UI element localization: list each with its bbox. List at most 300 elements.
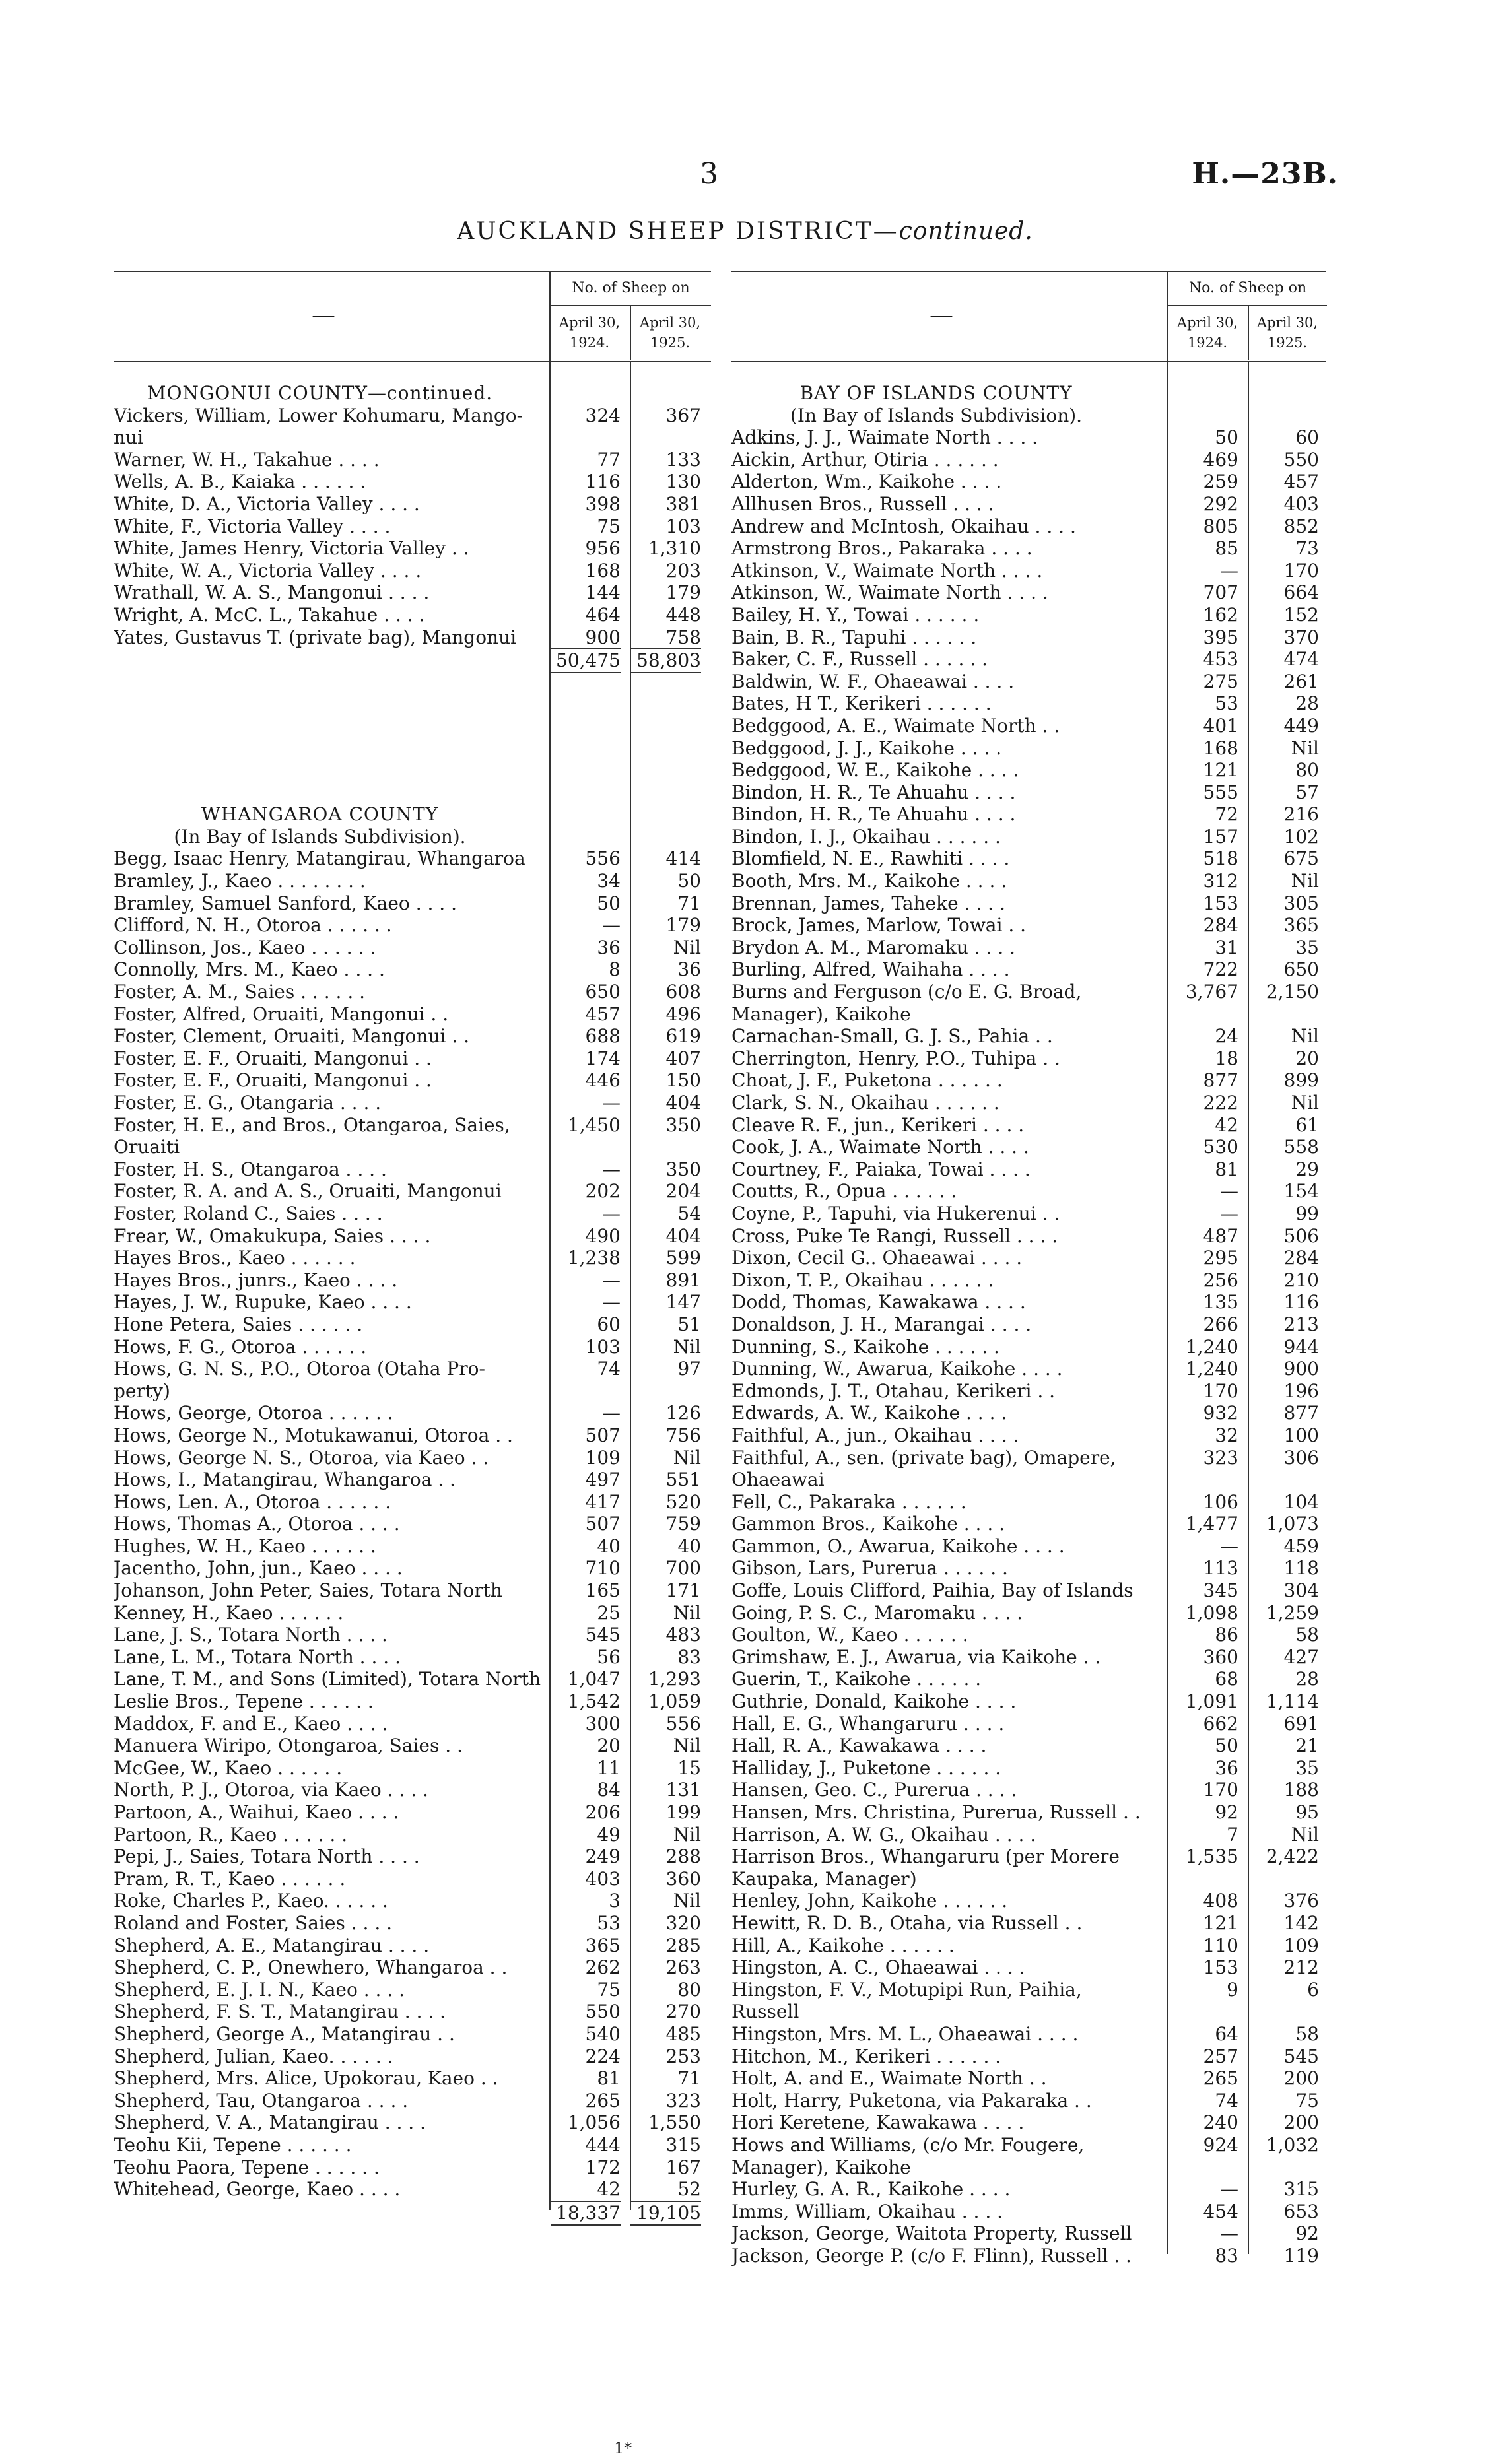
sheep-1924: 168 [585, 559, 621, 582]
sheep-1924: 77 [597, 448, 621, 471]
owner-name: Harrison Bros., Whangaruru (per Morere [731, 1846, 1120, 1868]
owner-name: Wells, A. B., Kaiaka . . . . . . [114, 471, 366, 493]
owner-name: Clark, S. N., Okaihau . . . . . . [731, 1092, 999, 1114]
county-name: WHANGAROA COUNTY [201, 803, 439, 826]
table-row [114, 1180, 711, 1203]
table-row [731, 2001, 1326, 2023]
sheep-1924: 56 [597, 1646, 621, 1668]
sheep-1924: 284 [1203, 914, 1238, 937]
sheep-1925: 150 [665, 1069, 701, 1092]
left-header-dash: — [312, 302, 335, 329]
sheep-1925: 71 [677, 892, 701, 914]
owner-name: Hewitt, R. D. B., Otaha, via Russell . . [731, 1912, 1083, 1934]
sheep-1924: — [602, 1269, 621, 1291]
owner-name: Dodd, Thomas, Kawakawa . . . . [731, 1291, 1026, 1314]
sheep-1925: 142 [1283, 1912, 1319, 1934]
owner-name: Hows and Williams, (c/o Mr. Fougere, [731, 2133, 1085, 2156]
table-row [114, 626, 711, 649]
sheep-1925: 556 [665, 1712, 701, 1735]
table-row [114, 1158, 711, 1181]
sheep-1925: 360 [665, 1867, 701, 1890]
sheep-1925: 216 [1283, 803, 1319, 826]
sheep-1925: 1,073 [1266, 1513, 1319, 1535]
sheep-1925: 212 [1283, 1956, 1319, 1979]
table-row [114, 1114, 711, 1137]
sheep-1924: 257 [1203, 2045, 1238, 2067]
table-row [114, 516, 711, 538]
owner-name: Brydon A. M., Maromaku . . . . [731, 936, 1015, 958]
sheep-1924: 18 [1215, 1047, 1238, 1069]
sheep-1925: Nil [1291, 870, 1319, 892]
owner-name: Burns and Ferguson (c/o E. G. Broad, [731, 981, 1082, 1003]
owner-name: Bindon, H. R., Te Ahuahu . . . . [731, 781, 1016, 803]
sheep-1925: 152 [1283, 603, 1319, 626]
sheep-1925: Nil [1291, 1823, 1319, 1846]
owner-name: Guthrie, Donald, Kaikohe . . . . [731, 1690, 1017, 1713]
sheep-1924: 92 [1215, 1801, 1238, 1823]
owner-name: Harrison, A. W. G., Okaihau . . . . [731, 1823, 1036, 1846]
owner-name: Baldwin, W. F., Ohaeawai . . . . [731, 670, 1015, 692]
sheep-1925: Nil [673, 1890, 701, 1912]
county-name: BAY OF ISLANDS COUNTY [799, 382, 1073, 404]
sheep-1925: 50 [677, 870, 701, 892]
owner-name: Foster, Roland C., Saies . . . . [114, 1202, 383, 1224]
sheep-1924: 300 [585, 1712, 621, 1735]
sheep-1924: 556 [585, 848, 621, 870]
table-row [731, 1824, 1326, 1846]
table-row [731, 892, 1326, 915]
sheep-1924: — [1220, 2178, 1238, 2201]
table-row [114, 449, 711, 471]
sheep-1925: 29 [1295, 1158, 1319, 1180]
table-row [731, 604, 1326, 626]
owner-name: Atkinson, V., Waimate North . . . . [731, 559, 1043, 582]
owner-name: Bates, H T., Kerikeri . . . . . . [731, 692, 992, 715]
table-row [731, 1447, 1326, 1469]
sheep-1924: 312 [1203, 870, 1238, 892]
table-row [731, 493, 1326, 516]
table-row [731, 848, 1326, 870]
sheep-1924: 518 [1203, 848, 1238, 870]
section-heading [114, 803, 711, 826]
sheep-1925: 1,059 [648, 1690, 701, 1713]
sheep-1925: 900 [1283, 1358, 1319, 1380]
sheep-1925: 485 [665, 2022, 701, 2045]
table-row [731, 1114, 1326, 1137]
table-row [114, 1447, 711, 1469]
sheep-1925: 170 [1283, 559, 1319, 582]
sheep-1924: 401 [1203, 714, 1238, 737]
col1-label: April 30, [559, 315, 621, 331]
table-row [731, 1956, 1326, 1979]
sheep-1925: 75 [1295, 2089, 1319, 2112]
sheep-1925: 92 [1295, 2222, 1319, 2245]
sheep-1924: 446 [585, 1069, 621, 1092]
spacer-row [114, 671, 711, 693]
owner-name: Hall, E. G., Whangaruru . . . . [731, 1712, 1005, 1735]
owner-name: Manager), Kaikohe [731, 2156, 911, 2178]
owner-name: White, F., Victoria Valley . . . . [114, 515, 391, 537]
owner-name: Foster, E. F., Oruaiti, Mangonui . . [114, 1047, 432, 1069]
owner-name: Hayes Bros., junrs., Kaeo . . . . [114, 1269, 398, 1291]
owner-name: Cherrington, Henry, P.O., Tuhipa . . [731, 1047, 1060, 1069]
sheep-1925: 133 [665, 448, 701, 471]
right-header-group-title: No. of Sheep on [1168, 272, 1327, 306]
spacer-row [114, 759, 711, 782]
owner-name: Hows, I., Matangirau, Whangaroa . . [114, 1469, 456, 1491]
sheep-1925: 599 [665, 1247, 701, 1269]
owner-name: Vickers, William, Lower Kohumaru, Mango- [114, 404, 524, 426]
owner-name: Bailey, H. Y., Towai . . . . . . [731, 603, 980, 626]
table-row [114, 958, 711, 981]
sheep-1924: 31 [1215, 936, 1238, 958]
sheep-1925: 35 [1295, 936, 1319, 958]
table-row [114, 1380, 711, 1403]
table-row [731, 1668, 1326, 1690]
sheep-1924: 53 [1215, 692, 1238, 715]
owner-name: Hone Petera, Saies . . . . . . [114, 1313, 363, 1335]
sheep-1924: 106 [1203, 1490, 1238, 1513]
owner-name: North, P. J., Otoroa, via Kaeo . . . . [114, 1779, 428, 1801]
sheep-1924: 262 [585, 1956, 621, 1979]
sheep-1924: 550 [585, 2001, 621, 2023]
sheep-1924: 265 [585, 2089, 621, 2112]
sheep-1925: 407 [665, 1047, 701, 1069]
sheep-1925: 51 [677, 1313, 701, 1335]
sheep-1925: 60 [1295, 426, 1319, 449]
owner-name: Alderton, Wm., Kaikohe . . . . [731, 471, 1002, 493]
table-row [731, 1158, 1326, 1181]
spacer-row [114, 782, 711, 804]
owner-name: Frear, W., Omakukupa, Saies . . . . [114, 1224, 431, 1247]
owner-name: Lane, L. M., Totara North . . . . [114, 1646, 401, 1668]
sheep-1924: 172 [585, 2156, 621, 2178]
sheep-1925: 200 [1283, 2067, 1319, 2090]
table-row [731, 1801, 1326, 1824]
table-row [731, 1757, 1326, 1780]
sheep-1924: 805 [1203, 515, 1238, 537]
sheep-1925: 199 [665, 1801, 701, 1823]
table-row [731, 1557, 1326, 1580]
table-row [731, 737, 1326, 760]
sheep-1925: Nil [673, 1735, 701, 1757]
table-row [731, 648, 1326, 671]
owner-name: Hingston, F. V., Motupipi Run, Paihia, [731, 1978, 1082, 2001]
table-row [731, 537, 1326, 560]
sheep-1925: 261 [1283, 670, 1319, 692]
owner-name: Bedggood, J. J., Kaikohe . . . . [731, 737, 1002, 759]
owner-name: Cook, J. A., Waimate North . . . . [731, 1136, 1029, 1158]
sheep-1925: 200 [1283, 2112, 1319, 2134]
owner-name: Hows, F. G., Otoroa . . . . . . [114, 1335, 367, 1358]
table-row [114, 1956, 711, 1979]
subdivision-name: (In Bay of Islands Subdivision). [174, 825, 466, 848]
sheep-1924: 545 [585, 1624, 621, 1646]
owner-name: Hall, R. A., Kawakawa . . . . [731, 1735, 987, 1757]
owner-name: Bain, B. R., Tapuhi . . . . . . [731, 626, 977, 648]
sheep-1924: 956 [585, 537, 621, 560]
owner-name: Hill, A., Kaikohe . . . . . . [731, 1934, 955, 1956]
owner-name: Roland and Foster, Saies . . . . [114, 1912, 393, 1934]
sheep-1924: — [602, 1291, 621, 1314]
table-row [114, 1646, 711, 1669]
sheep-1925: 54 [677, 1202, 701, 1224]
sheep-1925: 304 [1283, 1580, 1319, 1602]
sheep-1924: — [1220, 559, 1238, 582]
sheep-1924: 403 [585, 1867, 621, 1890]
table-row [114, 848, 711, 870]
table-row [731, 2245, 1326, 2267]
table-row [731, 1868, 1326, 1890]
table-row [114, 1935, 711, 1957]
owner-name: Foster, H. S., Otangaroa . . . . [114, 1158, 387, 1180]
owner-name: Henley, John, Kaikohe . . . . . . [731, 1890, 1008, 1912]
table-row [114, 1580, 711, 1602]
sheep-1925: 899 [1283, 1069, 1319, 1092]
sheep-1925: 213 [1283, 1313, 1319, 1335]
district-title [0, 218, 1490, 245]
sheep-1925: 1,259 [1266, 1601, 1319, 1624]
sheep-1925: 756 [665, 1424, 701, 1446]
owner-name: Collinson, Jos., Kaeo . . . . . . [114, 936, 376, 958]
sheep-1924: 469 [1203, 448, 1238, 471]
sheep-1925: 61 [1295, 1114, 1319, 1136]
sheep-1924: 8 [609, 958, 621, 981]
sheep-1925: 550 [1283, 448, 1319, 471]
sheep-1924: 121 [1203, 1912, 1238, 1934]
owner-name: Shepherd, E. J. I. N., Kaeo . . . . [114, 1978, 405, 2001]
sheep-1925: 270 [665, 2001, 701, 2023]
owner-name: Gibson, Lars, Purerua . . . . . . [731, 1557, 1008, 1580]
table-row [731, 1535, 1326, 1558]
owner-name: Donaldson, J. H., Marangai . . . . [731, 1313, 1032, 1335]
owner-name: Wrathall, W. A. S., Mangonui . . . . [114, 582, 430, 604]
col2-year: 1925. [650, 335, 691, 350]
sheep-1924: 662 [1203, 1712, 1238, 1735]
sheep-1925: 52 [677, 2178, 701, 2201]
sheep-1924: 64 [1215, 2022, 1238, 2045]
sheep-1925: 97 [677, 1358, 701, 1380]
table-row [731, 1491, 1326, 1514]
sheep-1925: 28 [1295, 1668, 1319, 1690]
owner-name: Grimshaw, E. J., Awarua, via Kaikohe . . [731, 1646, 1101, 1668]
sheep-1924: — [1220, 2222, 1238, 2245]
table-row [114, 1469, 711, 1491]
sheep-1924: 1,535 [1185, 1846, 1238, 1868]
owner-name: Connolly, Mrs. M., Kaeo . . . . [114, 958, 385, 981]
sheep-1924: 924 [1203, 2133, 1238, 2156]
sheep-1925: 619 [665, 1025, 701, 1048]
sheep-1924: 50 [1215, 1735, 1238, 1757]
table-row [114, 1690, 711, 1713]
sheep-1924: 42 [597, 2178, 621, 2201]
table-row [114, 1513, 711, 1535]
sheep-1924: 50,475 [551, 648, 621, 673]
owner-name: White, W. A., Victoria Valley . . . . [114, 559, 422, 582]
sheep-1924: 408 [1203, 1890, 1238, 1912]
sheep-1924: 240 [1203, 2112, 1238, 2134]
owner-name: Atkinson, W., Waimate North . . . . [731, 582, 1048, 604]
table-row [114, 1846, 711, 1868]
sheep-1924: 86 [1215, 1624, 1238, 1646]
sheep-1925: 58,803 [630, 648, 701, 673]
sheep-1924: 202 [585, 1180, 621, 1203]
table-row [731, 958, 1326, 981]
table-row [731, 1935, 1326, 1957]
owner-name: Gammon, O., Awarua, Kaikohe . . . . [731, 1535, 1065, 1557]
sheep-1925: 459 [1283, 1535, 1319, 1557]
sheep-1924: 259 [1203, 471, 1238, 493]
sheep-1924: 490 [585, 1224, 621, 1247]
sheep-1924: 170 [1203, 1779, 1238, 1801]
col1-label: April 30, [1176, 315, 1238, 331]
owner-name: Blomfield, N. E., Rawhiti . . . . [731, 848, 1010, 870]
table-row [731, 1225, 1326, 1248]
table-row [731, 471, 1326, 493]
table-row [114, 937, 711, 959]
left-header-col-1925 [630, 306, 709, 360]
owner-name: Hayes, J. W., Rupuke, Kaeo . . . . [114, 1291, 412, 1314]
sheep-1925: 551 [665, 1469, 701, 1491]
county-name: MONGONUI COUNTY—continued. [147, 382, 493, 404]
table-row [731, 914, 1326, 937]
right-header-dash: — [930, 302, 953, 329]
sheep-1925: 102 [1283, 825, 1319, 848]
sheep-1925: 188 [1283, 1779, 1319, 1801]
table-row [731, 1890, 1326, 1912]
table-row [731, 1912, 1326, 1935]
owner-name: Roke, Charles P., Kaeo. . . . . . [114, 1890, 388, 1912]
sheep-1925: 103 [665, 515, 701, 537]
sheep-1925: 95 [1295, 1801, 1319, 1823]
sheep-1925: 448 [665, 603, 701, 626]
owner-name: Burling, Alfred, Waihaha . . . . [731, 958, 1010, 981]
table-row [731, 715, 1326, 737]
owner-name: Ohaeawai [731, 1469, 825, 1491]
sheep-1925: 119 [1283, 2244, 1319, 2267]
sheep-1925: 109 [1283, 1934, 1319, 1956]
table-row [731, 1713, 1326, 1735]
table-row [114, 914, 711, 937]
owner-name: Foster, Clement, Oruaiti, Mangonui . . [114, 1025, 470, 1048]
sheep-1924: 3 [609, 1890, 621, 1912]
table-row [114, 1868, 711, 1890]
owner-name: Going, P. S. C., Maromaku . . . . [731, 1601, 1023, 1624]
sheep-1925: 2,150 [1266, 981, 1319, 1003]
sheep-1924: 900 [585, 626, 621, 648]
table-row [731, 1203, 1326, 1225]
district-title-continued: continued. [898, 218, 1033, 245]
sheep-1924: 144 [585, 582, 621, 604]
table-row [731, 1247, 1326, 1269]
right-rows [731, 382, 1326, 2267]
column-rule [1167, 362, 1168, 2254]
sheep-1924: 292 [1203, 492, 1238, 515]
sheep-1925: 6 [1307, 1978, 1319, 2001]
sheep-1925: 759 [665, 1513, 701, 1535]
sheep-1924: 249 [585, 1846, 621, 1868]
sheep-1924: 18,337 [551, 2201, 621, 2226]
sheep-1925: Nil [1291, 737, 1319, 759]
owner-name: Dixon, Cecil G.. Ohaeawai . . . . [731, 1247, 1023, 1269]
table-row [731, 826, 1326, 848]
sheep-1924: 36 [1215, 1756, 1238, 1779]
sheep-1924: — [602, 1158, 621, 1180]
table-row [731, 759, 1326, 782]
owner-name: Booth, Mrs. M., Kaikohe . . . . [731, 870, 1007, 892]
sheep-1924: 507 [585, 1513, 621, 1535]
sheep-1925: 376 [1283, 1890, 1319, 1912]
table-row [731, 1602, 1326, 1624]
sheep-1925: 99 [1295, 1202, 1319, 1224]
sheep-1925: 315 [1283, 2178, 1319, 2201]
sheep-1924: 932 [1203, 1402, 1238, 1424]
table-row [731, 1424, 1326, 1447]
owner-name: Maddox, F. and E., Kaeo . . . . [114, 1712, 388, 1735]
sheep-1925: 852 [1283, 515, 1319, 537]
table-row [731, 2134, 1326, 2156]
table-row [731, 2201, 1326, 2223]
table-row [731, 1069, 1326, 1092]
table-row [731, 870, 1326, 892]
sheep-1925: 131 [665, 1779, 701, 1801]
table-row [114, 1624, 711, 1646]
sheep-1924: — [1220, 1202, 1238, 1224]
sheep-1925: 700 [665, 1557, 701, 1580]
sheep-1925: 58 [1295, 2022, 1319, 2045]
sheep-1924: 555 [1203, 781, 1238, 803]
section-heading [114, 382, 711, 405]
sheep-1924: 49 [597, 1823, 621, 1846]
page-number: 3 [700, 157, 718, 191]
report-code: H.—23B. [1192, 157, 1338, 191]
sheep-1924: 224 [585, 2045, 621, 2067]
col2-year: 1925. [1267, 335, 1308, 350]
owner-name: Oruaiti [114, 1136, 180, 1158]
sheep-1925: 520 [665, 1490, 701, 1513]
sheep-1925: 608 [665, 981, 701, 1003]
left-table [114, 271, 711, 2222]
sheep-1925: 403 [1283, 492, 1319, 515]
table-row [114, 892, 711, 915]
sheep-1924: 323 [1203, 1446, 1238, 1469]
sheep-1924: 1,047 [567, 1668, 621, 1690]
sheep-1924: 50 [597, 892, 621, 914]
sheep-1924: 74 [597, 1358, 621, 1380]
sheep-1924: 1,098 [1185, 1601, 1238, 1624]
owner-name: Halliday, J., Puketone . . . . . . [731, 1756, 1001, 1779]
table-row [114, 1291, 711, 1314]
sheep-1925: 116 [1283, 1291, 1319, 1314]
owner-name: Fell, C., Pakaraka . . . . . . [731, 1490, 966, 1513]
col1-year: 1924. [569, 335, 610, 350]
table-row [731, 2023, 1326, 2046]
owner-name: Hows, George, Otoroa . . . . . . [114, 1402, 393, 1424]
sheep-1925: 83 [677, 1646, 701, 1668]
owner-name: Russell [731, 2001, 799, 2023]
owner-name: Andrew and McIntosh, Okaihau . . . . [731, 515, 1076, 537]
table-row [114, 582, 711, 604]
table-row [114, 1247, 711, 1269]
table-row [114, 1735, 711, 1757]
owner-name: Choat, J. F., Puketona . . . . . . [731, 1069, 1003, 1092]
sheep-1925: 545 [1283, 2045, 1319, 2067]
sheep-1924: 153 [1203, 892, 1238, 914]
sheep-1925: 1,293 [648, 1668, 701, 1690]
table-row [114, 426, 711, 449]
sheep-1924: — [602, 1402, 621, 1424]
owner-name: Hansen, Mrs. Christina, Purerua, Russell . . [731, 1801, 1141, 1823]
